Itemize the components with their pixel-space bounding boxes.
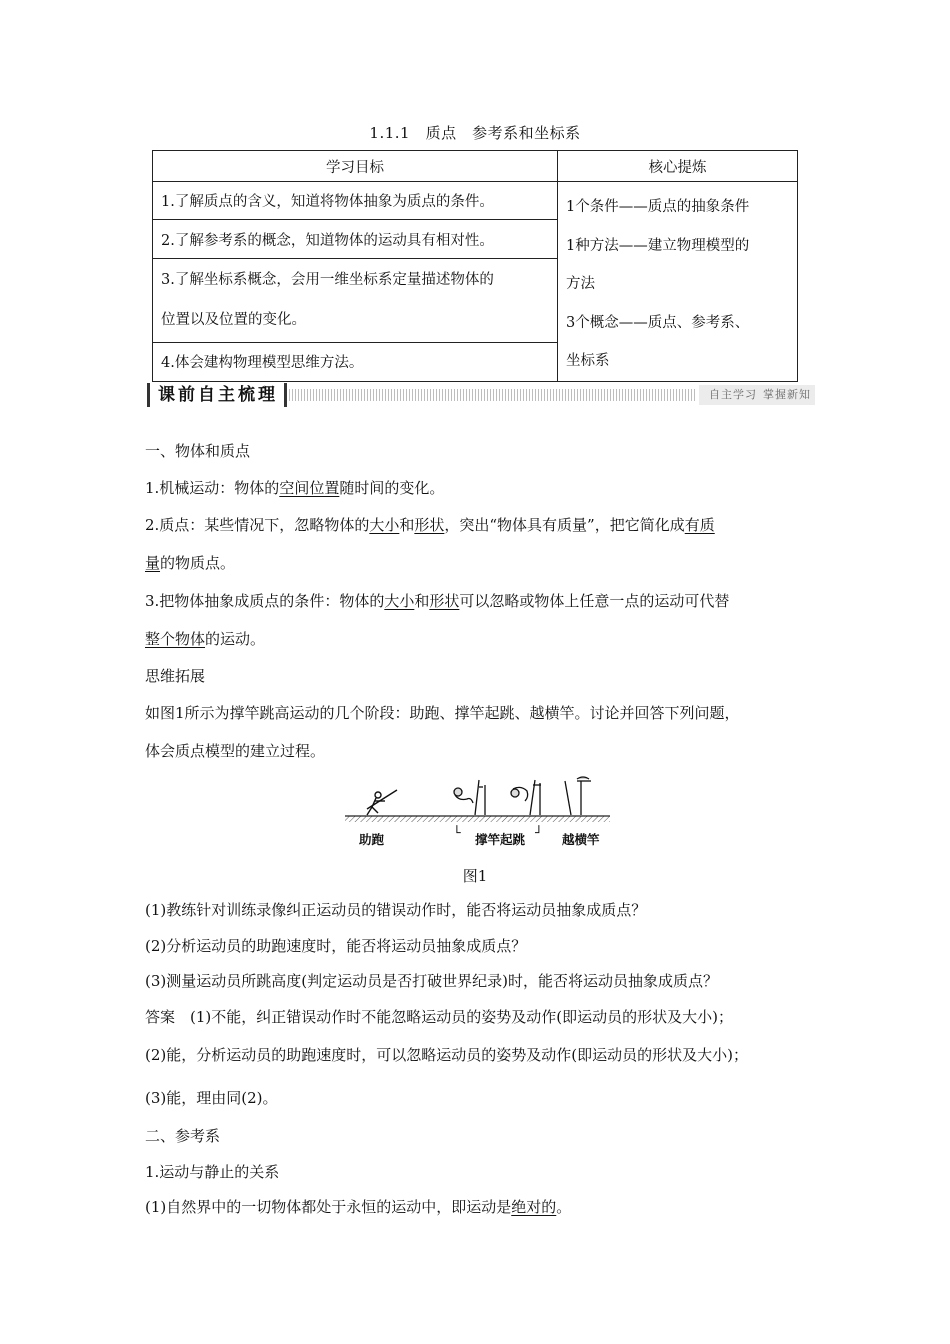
answer-2: (2)能，分析运动员的助跑速度时，可以忽略运动员的姿势及动作(即运动员的形状及大小)； xyxy=(145,1046,748,1064)
figure-label-takeoff: 撑竿起跳 xyxy=(475,832,526,847)
blank-answer: 绝对的 xyxy=(511,1198,557,1216)
banner-title: 课前自主梳理 xyxy=(147,383,287,407)
text: 1.机械运动：物体的 xyxy=(145,479,280,497)
banner-pattern xyxy=(277,389,697,401)
blank-answer: 大小 xyxy=(384,592,415,610)
text: 随时间的变化。 xyxy=(339,479,445,497)
bracket-left: └ xyxy=(453,825,461,840)
text: ，突出“物体具有质量”，把它简化成 xyxy=(444,516,685,534)
intro-line-2: 体会质点模型的建立过程。 xyxy=(145,742,326,760)
paragraph-condition-cont xyxy=(145,629,265,649)
figure-label-over: 越横竿 xyxy=(562,832,600,847)
goal-item-1: 1.了解质点的含义，知道将物体抽象为质点的条件。 xyxy=(153,182,558,220)
paragraph-motion-rest: 1.运动与静止的关系 xyxy=(145,1163,280,1181)
core-summary xyxy=(558,182,798,382)
figure-caption: 图1 xyxy=(462,867,488,885)
blank-answer: 形状 xyxy=(429,592,460,610)
text: 。 xyxy=(556,1198,572,1216)
goal-item-4: 4.体会建构物理模型思维方法。 xyxy=(153,343,558,381)
text: 2.质点：某些情况下，忽略物体的 xyxy=(145,516,370,534)
blank-answer: 有质 xyxy=(684,516,715,534)
text: 和 xyxy=(399,516,415,534)
think-heading: 思维拓展 xyxy=(145,667,206,685)
core-line-5: 坐标系 xyxy=(566,353,610,369)
table-header-goals: 学习目标 xyxy=(153,151,558,182)
page-title: 1.1.1 质点 参考系和坐标系 xyxy=(369,124,581,142)
goal-item-3-line-2: 位置以及位置的变化。 xyxy=(161,312,306,329)
text: 可以忽略或物体上任意一点的运动可代替 xyxy=(459,592,730,610)
paragraph-particle-cont xyxy=(145,553,235,573)
text: 3.把物体抽象成质点的条件：物体的 xyxy=(145,592,385,610)
blank-answer: 空间位置 xyxy=(279,479,340,497)
paragraph-mechanical-motion xyxy=(145,478,444,498)
section-banner xyxy=(147,383,815,407)
text: (1)自然界中的一切物体都处于永恒的运动中，即运动是 xyxy=(145,1198,512,1216)
objectives-table xyxy=(152,150,798,382)
question-3: (3)测量运动员所跳高度(判定运动员是否打破世界纪录)时，能否将运动员抽象成质点？ xyxy=(145,972,718,990)
goal-item-3-line-1: 3.了解坐标系概念，会用一维坐标系定量描述物体的 xyxy=(161,272,494,289)
goal-item-2: 2.了解参考系的概念，知道物体的运动具有相对性。 xyxy=(153,220,558,258)
answer-1: 答案 (1)不能，纠正错误动作时不能忽略运动员的姿势及动作(即运动员的形状及大小)； xyxy=(145,1008,733,1026)
text: 的运动。 xyxy=(205,630,266,648)
bracket-right: ┘ xyxy=(535,825,543,840)
core-line-2: 1种方法——建立物理模型的 xyxy=(566,237,750,254)
answer-3: (3)能，理由同(2)。 xyxy=(145,1089,278,1107)
goal-item-3 xyxy=(153,258,558,342)
banner-tagline xyxy=(699,385,815,405)
banner-tag-1: 自主学习 xyxy=(709,388,757,401)
blank-answer: 形状 xyxy=(414,516,445,534)
text: 和 xyxy=(414,592,430,610)
pole-vault-illustration xyxy=(345,775,610,823)
section-heading-1: 一、物体和质点 xyxy=(145,442,251,460)
question-2: (2)分析运动员的助跑速度时，能否将运动员抽象成质点？ xyxy=(145,937,527,955)
blank-answer: 整个物体 xyxy=(145,630,206,648)
text: 的物质点。 xyxy=(160,554,236,572)
blank-answer: 大小 xyxy=(369,516,400,534)
paragraph-absolute-motion xyxy=(145,1197,571,1217)
core-line-1: 1个条件——质点的抽象条件 xyxy=(566,199,750,215)
question-1: (1)教练针对训练录像纠正运动员的错误动作时，能否将运动员抽象成质点？ xyxy=(145,901,647,919)
table-header-core: 核心提炼 xyxy=(558,151,798,182)
paragraph-condition xyxy=(145,591,729,611)
section-heading-2: 二、参考系 xyxy=(145,1127,221,1145)
pole-vault-figure xyxy=(345,775,610,855)
intro-line-1: 如图1所示为撑竿跳高运动的几个阶段：助跑、撑竿起跳、越横竿。讨论并回答下列问题， xyxy=(145,704,740,722)
blank-answer: 量 xyxy=(145,554,161,572)
figure-label-run: 助跑 xyxy=(359,832,385,847)
core-line-4: 3个概念——质点、参考系、 xyxy=(566,314,750,331)
core-line-3: 方法 xyxy=(566,276,595,292)
banner-tag-2: 掌握新知 xyxy=(763,388,811,401)
paragraph-particle xyxy=(145,515,715,535)
